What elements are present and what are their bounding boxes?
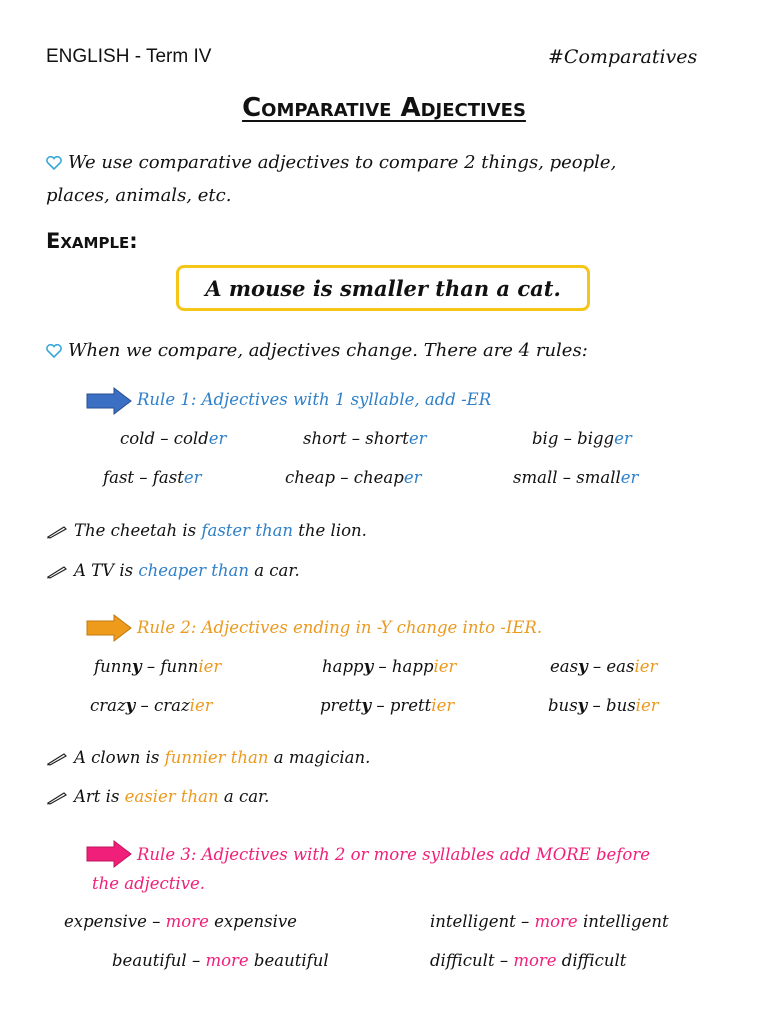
pencil-icon	[46, 752, 68, 766]
orange-arrow-icon	[86, 614, 132, 642]
intro-text: We use comparative adjectives to compare 2 things, people,	[68, 152, 617, 173]
rule2-pair: funny – funnier	[94, 657, 222, 676]
rule3-pair: intelligent – more intelligent	[430, 912, 669, 931]
rule1-pair: cheap – cheaper	[285, 468, 422, 487]
rule2-pair: crazy – crazier	[90, 696, 213, 715]
intro-text-2: places, animals, etc.	[46, 185, 232, 206]
example-sentence: A mouse is smaller than a cat.	[205, 275, 561, 301]
pencil-icon	[46, 791, 68, 805]
rule2-example-2: Art is easier than a car.	[46, 787, 269, 806]
blue-arrow-icon	[86, 387, 132, 415]
rule3-pair: difficult – more difficult	[430, 951, 627, 970]
rules-intro-text: When we compare, adjectives change. There are 4 rules:	[68, 340, 588, 361]
rule1-pair: big – bigger	[532, 429, 632, 448]
rule3-label-2: the adjective.	[92, 874, 206, 893]
example-heading: Example:	[46, 229, 138, 253]
rule2-label: Rule 2: Adjectives ending in -Y change into -IER.	[137, 618, 543, 637]
rule1-pair: fast – faster	[103, 468, 202, 487]
pencil-icon	[46, 525, 68, 539]
pink-arrow-icon	[86, 840, 132, 868]
rule1-pair: small – smaller	[513, 468, 639, 487]
heart-icon	[46, 344, 62, 358]
rule2-pair: busy – busier	[548, 696, 659, 715]
rule2-example-1: A clown is funnier than a magician.	[46, 748, 370, 767]
rule3-pair: beautiful – more beautiful	[112, 951, 329, 970]
header-right: #Comparatives	[548, 46, 698, 68]
rule2-pair: easy – easier	[550, 657, 658, 676]
pencil-icon	[46, 565, 68, 579]
rule1-pair: cold – colder	[120, 429, 227, 448]
rule1-pair: short – shorter	[303, 429, 427, 448]
example-box	[176, 265, 590, 311]
intro-line	[46, 152, 616, 173]
rule2-pair: happy – happier	[322, 657, 457, 676]
header-left: ENGLISH - Term IV	[46, 46, 212, 67]
rule1-label: Rule 1: Adjectives with 1 syllable, add -ER	[137, 390, 492, 409]
rules-intro-line	[46, 340, 588, 361]
rule2-pair: pretty – prettier	[320, 696, 455, 715]
rule1-example-1: The cheetah is faster than the lion.	[46, 521, 367, 540]
rule3-label: Rule 3: Adjectives with 2 or more syllables add MORE before	[137, 845, 650, 864]
heart-icon	[46, 156, 62, 170]
rule3-pair: expensive – more expensive	[64, 912, 297, 931]
page-title: Comparative Adjectives	[242, 93, 526, 123]
rule1-example-2: A TV is cheaper than a car.	[46, 561, 300, 580]
